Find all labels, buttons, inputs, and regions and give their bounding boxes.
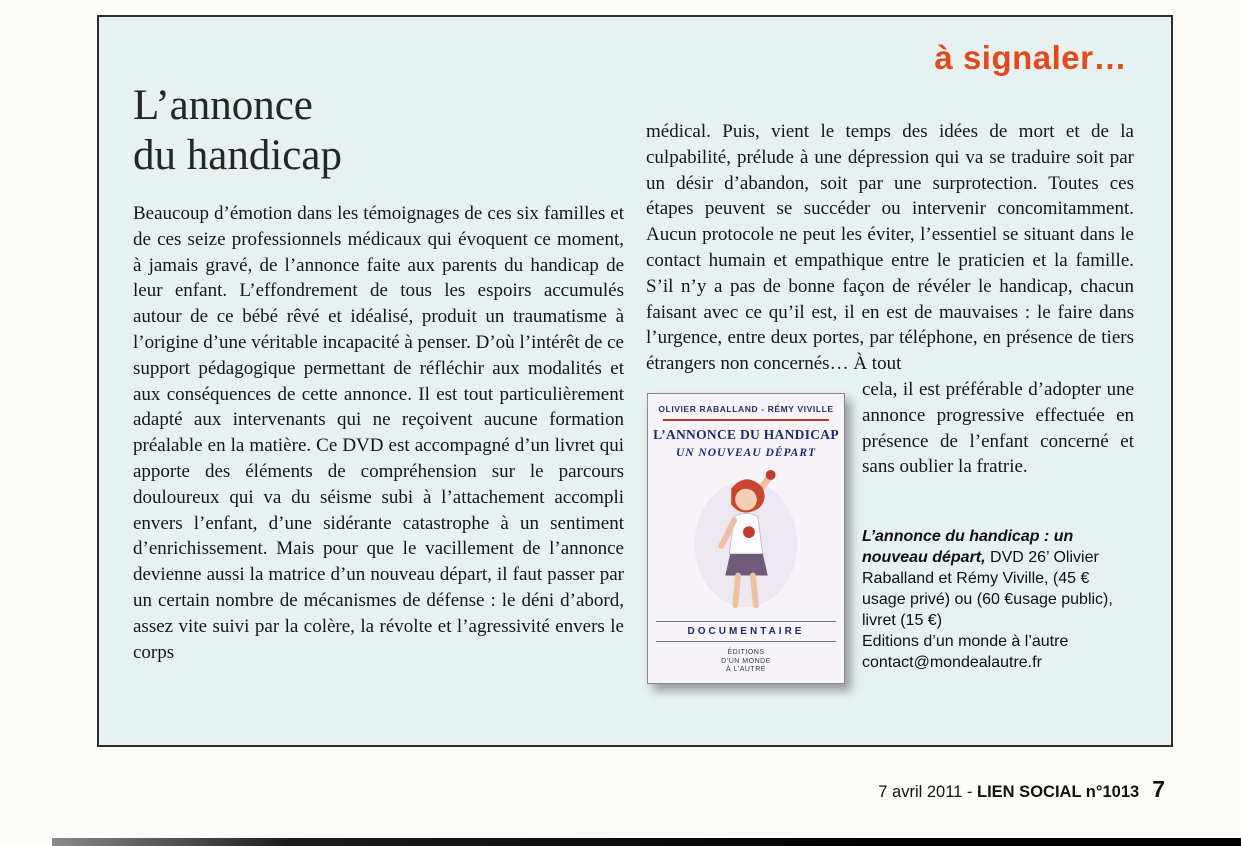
dvd-cover: [647, 393, 845, 684]
right-column-top-text: médical. Puis, vient le temps des idées de mort et de la culpabilité, prélude à une dépression qui va se traduire soit par un désir d’abandon, soit par une surprotection. Toutes ces étapes peuvent se succéder ou intervenir concomitamment. Aucun protocole ne peut les éviter, l’essentiel se situant dans le contact humain et empathique entre le praticien et la famille. S’il n’y a pas de bonne façon de révéler le handicap, chacun faisant avec ce qu’il est, il en est de mauvaises : le faire dans l’urgence, entre deux portes, par téléphone, en présence de tiers étrangers non concernés… À tout: [646, 121, 1134, 375]
dvd-publisher-logo: [721, 649, 771, 675]
caption-details: DVD 26’ Olivier Raballand et Rémy Viville, (45 € usage privé) ou (60 €usage public), livret (15 €): [862, 549, 1113, 630]
article-title-line2: du handicap: [133, 132, 342, 179]
dvd-title: L’ANNONCE DU HANDICAP: [653, 426, 839, 442]
article-left-column: Beaucoup d’émotion dans les témoignages de ces six familles et de ces seize professionnels médicaux qui évoquent ce moment, à jamais gravé, de l’annonce faite aux parents du handicap de leur enfant. L’effondrement de tous les espoirs accumulés autour de ce bébé rêvé et idéalisé, produit un traumatisme à l’origine d’une véritable incapacité à penser. D’où l’intérêt de ce support pédagogique permettant de réfléchir aux modalités et aux conséquences de cette annonce. Il est tout particulièrement adapté aux intervenants qui ne reçoivent aucune formation préalable en la matière. Ce DVD est accompagné d’un livret qui apporte des éléments de compréhension sur le parcours douloureux qui va du séisme subi à l’attachement accompli envers l’enfant, d’une sidérante catastrophe à un sentiment d’enrichissement. Mais pour que le vacillement de l’annonce devienne aussi la matrice d’un nouveau départ, il faut passer par un certain nombre de mécanismes de défense : le déni d’abord, assez vite suivi par la colère, la révolte et l’agressivité envers le corps: [133, 203, 624, 663]
footer-issue: LIEN SOCIAL n°1013: [977, 783, 1140, 801]
dvd-publisher-line1: ÉDITIONS: [727, 649, 765, 657]
article-right-column: [646, 119, 1134, 695]
dvd-subtitle: UN NOUVEAU DÉPART: [675, 446, 817, 459]
caption-title: L’annonce du handicap : un nouveau départ,: [862, 528, 1074, 567]
dvd-section: [646, 377, 1134, 695]
caption-publisher: Editions d’un monde à l’autre: [862, 633, 1069, 651]
footer-page-number: 7: [1152, 776, 1165, 802]
footer-date: 7 avril 2011 -: [878, 783, 978, 801]
article-title: [133, 81, 342, 181]
magazine-page-frame: [97, 15, 1173, 747]
dvd-publisher-line3: À L’AUTRE: [726, 666, 766, 674]
dvd-publisher-line2: D’UN MONDE: [721, 657, 771, 665]
right-column-wrap-text: cela, il est préférable d’adopter une annonce progressive effectuée en présence de l’enfant concerné et sans oublier la fratrie.: [862, 378, 1134, 478]
caption-email: contact@mondealautre.fr: [862, 654, 1042, 672]
dvd-red-rule: [663, 419, 829, 421]
scan-edge-artifact: [52, 838, 1241, 846]
dvd-art-area: [656, 459, 836, 622]
dvd-caption: [862, 526, 1134, 673]
section-header: à signaler…: [934, 39, 1127, 76]
page-footer: [878, 776, 1165, 803]
caption-main: [862, 526, 1134, 631]
dvd-authors: OLIVIER RABALLAND - RÉMY VIVILLE: [658, 403, 834, 414]
article-title-line1: L’annonce: [133, 82, 313, 129]
dvd-genre: DOCUMENTAIRE: [656, 621, 836, 642]
dvd-illustration: [690, 467, 802, 613]
